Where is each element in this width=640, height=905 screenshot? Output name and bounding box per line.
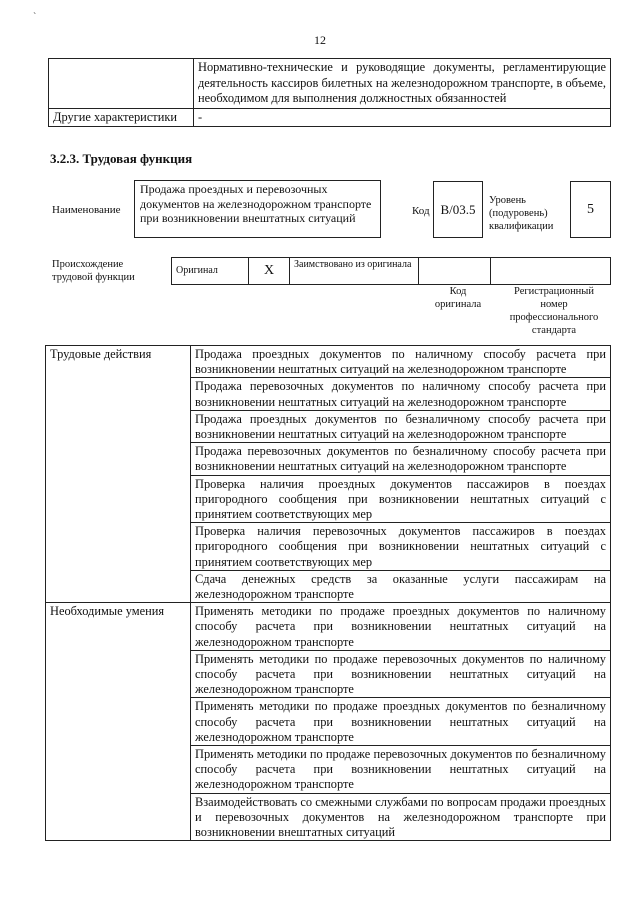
- name-label: Наименование: [52, 204, 121, 216]
- action-item: Продажа проездных документов по наличному способу расчета при возникновении нештатных ситуаций на железнодорожном транспорте: [191, 346, 611, 378]
- action-item: Продажа перевозочных документов по безналичному способу расчета при возникновении нештатных ситуаций на железнодорожном транспорте: [191, 443, 611, 475]
- row-label: Другие характеристики: [49, 108, 194, 127]
- row-text: Нормативно-технические и руководящие документы, регламентирующие деятельность кассиров билетных на железнодорожном транспорте, в объеме, необходимом для выполнения должностных обязанностей: [194, 59, 611, 109]
- level-label: Уровень (подуровень) квалификации: [489, 195, 554, 232]
- action-item: Продажа перевозочных документов по наличному способу расчета при возникновении нештатных ситуаций на железнодорожном транспорте: [191, 378, 611, 410]
- table-row: [49, 59, 611, 109]
- function-code: В/03.5: [433, 181, 483, 238]
- origin-label: Происхождение трудовой функции: [52, 259, 135, 283]
- table-row: [172, 258, 611, 285]
- original-mark: X: [249, 258, 290, 285]
- reg-caption: Регистрационный номер профессионального стандарта: [509, 286, 599, 336]
- skill-item: Взаимодействовать со смежными службами по вопросам продажи проездных и перевозочных документов на железнодорожном транспорте при возникновении внештатных ситуаций: [191, 793, 611, 841]
- original-code-cell: [419, 258, 491, 285]
- code-label: Код: [412, 205, 430, 217]
- skill-item: Применять методики по продаже перевозочных документов по безналичному способу расчета при возникновении нештатных ситуаций на железнодорожном транспорте: [191, 746, 611, 794]
- original-label: Оригинал: [172, 258, 249, 285]
- skill-item: Применять методики по продаже проездных документов по безналичному способу расчета при возникновении нештатных ситуаций на железнодорожном транспорте: [191, 698, 611, 746]
- table-row: [46, 346, 611, 378]
- scan-mark: `: [33, 12, 37, 23]
- skills-label: Необходимые умения: [46, 603, 191, 841]
- table-row: [49, 108, 611, 127]
- function-name: Продажа проездных и перевозочных документов на железнодорожном транспорте при возникновении внештатных ситуаций: [134, 180, 381, 238]
- skill-item: Применять методики по продаже перевозочных документов по наличному способу расчета при возникновении нештатных ситуаций на железнодорожном транспорте: [191, 650, 611, 698]
- row-label: [49, 59, 194, 109]
- code-caption: Код оригинала: [434, 286, 482, 310]
- section-title: 3.2.3. Трудовая функция: [50, 151, 193, 166]
- borrowed-label: Заимствовано из оригинала: [290, 258, 419, 285]
- origin-table: [171, 257, 611, 285]
- action-item: Сдача денежных средств за оказанные услуги пассажирам на железнодорожном транспорте: [191, 570, 611, 602]
- action-item: Продажа проездных документов по безналичному способу расчета при возникновении нештатных ситуаций на железнодорожном транспорте: [191, 410, 611, 442]
- row-text: -: [194, 108, 611, 127]
- reg-number-cell: [491, 258, 611, 285]
- action-item: Проверка наличия проездных документов пассажиров в поездах пригородного сообщения при возникновении нештатных ситуаций с принятием соответствующих мер: [191, 475, 611, 523]
- page-number: 12: [314, 33, 326, 47]
- action-item: Проверка наличия перевозочных документов пассажиров в поездах пригородного сообщения при возникновении нештатных ситуаций с принятием соответствующих мер: [191, 523, 611, 571]
- qualification-level: 5: [570, 181, 611, 238]
- actions-label: Трудовые действия: [46, 346, 191, 603]
- requirements-table: [48, 58, 611, 127]
- table-row: [46, 603, 611, 651]
- skill-item: Применять методики по продаже проездных документов по наличному способу расчета при возникновении нештатных ситуаций на железнодорожном транспорте: [191, 603, 611, 651]
- labor-function-table: [45, 345, 611, 841]
